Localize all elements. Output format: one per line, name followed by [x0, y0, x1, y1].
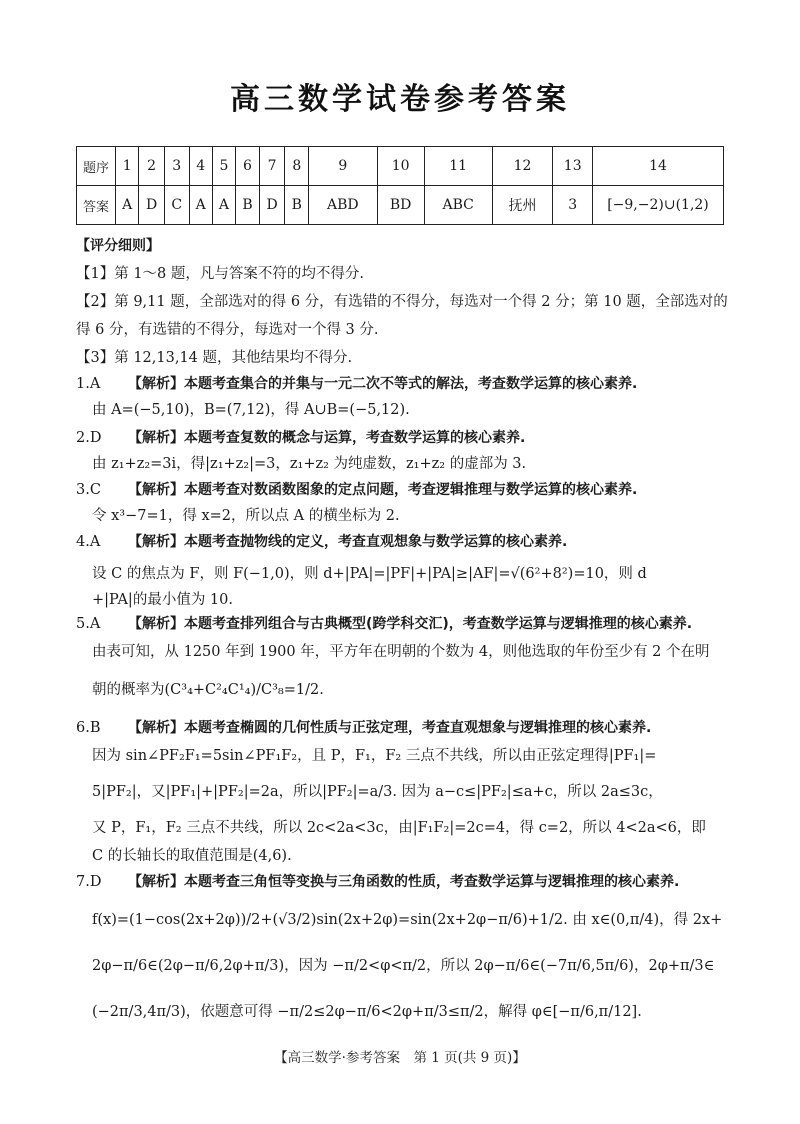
solution-1-head — [76, 374, 724, 394]
solution-line: 由 z₁+z₂=3i，得|z₁+z₂|=3，z₁+z₂ 为纯虚数，z₁+z₂ 的虚部为 3. — [92, 456, 527, 472]
solution-label: 2.D — [76, 430, 102, 446]
solution-line: 令 x³−7=1，得 x=2，所以点 A 的横坐标为 2. — [92, 508, 400, 524]
rules-heading — [76, 236, 724, 256]
question-number: 6 — [236, 147, 260, 186]
question-number: 11 — [424, 147, 492, 186]
solution-label: 4.A — [76, 534, 101, 550]
solution-analysis: 【解析】本题考查椭圆的几何性质与正弦定理，考查直观想象与逻辑推理的核心素养. — [128, 720, 652, 736]
answer-cell: ABD — [309, 186, 377, 225]
rules-heading-text: 【评分细则】 — [76, 238, 160, 254]
solution-line: 由 A=(−5,10)，B=(7,12)，得 A∪B=(−5,12). — [92, 402, 410, 418]
answer-cell: 抚州 — [492, 186, 553, 225]
question-number: 2 — [139, 147, 165, 186]
answer-cell: B — [285, 186, 309, 225]
answer-cell: 3 — [553, 186, 593, 225]
solution-2-head — [76, 428, 724, 448]
question-number: 9 — [309, 147, 377, 186]
solution-analysis: 【解析】本题考查对数函数图象的定点问题，考查逻辑推理与数学运算的核心素养. — [128, 482, 638, 498]
solution-line: 朝的概率为(C³₄+C²₄C¹₄)/C³₈=1/2. — [92, 682, 324, 698]
answer-cell: A — [189, 186, 212, 225]
question-number: 4 — [189, 147, 212, 186]
question-number: 1 — [116, 147, 139, 186]
solution-line: C 的长轴长的取值范围是(4,6). — [92, 848, 292, 864]
answer-cell: D — [139, 186, 165, 225]
solution-line: 2φ−π/6∈(2φ−π/6,2φ+π/3)，因为 −π/2<φ<π/2，所以 2φ−π/6∈(−7π/6,5π/6)，2φ+π/3∈ — [92, 958, 715, 974]
question-number: 14 — [593, 147, 724, 186]
rule-1: 【1】第 1～8 题，凡与答案不符的均不得分. — [76, 266, 365, 282]
solution-line: 由表可知，从 1250 年到 1900 年，平方年在明朝的个数为 4，则他选取的年份至少有 2 个在明 — [92, 644, 710, 660]
solution-3-head — [76, 480, 724, 500]
question-number: 5 — [212, 147, 235, 186]
solution-line: 5|PF₂|，又|PF₁|+|PF₂|=2a，所以|PF₂|=a/3. 因为 a−c≤|PF₂|≤a+c，所以 2a≤3c， — [92, 784, 663, 800]
answer-cell: D — [259, 186, 285, 225]
solution-label: 1.A — [76, 376, 101, 392]
rule-2a: 【2】第 9,11 题，全部选对的得 6 分，有选错的不得分，每选对一个得 2 分；第 10 题，全部选对的 — [76, 294, 728, 310]
answer-cell: [−9,−2)∪(1,2) — [593, 186, 724, 225]
table-row-numbers — [77, 147, 724, 186]
solution-analysis: 【解析】本题考查集合的并集与一元二次不等式的解法，考查数学运算的核心素养. — [128, 376, 638, 392]
solution-label: 3.C — [76, 482, 101, 498]
answer-cell: A — [212, 186, 235, 225]
solution-analysis: 【解析】本题考查复数的概念与运算，考查数学运算的核心素养. — [128, 430, 526, 446]
question-number: 10 — [377, 147, 424, 186]
solution-7-head — [76, 872, 724, 892]
solution-4-head — [76, 532, 724, 552]
solution-analysis: 【解析】本题考查排列组合与古典概型(跨学科交汇)，考查数学运算与逻辑推理的核心素养. — [128, 616, 693, 632]
question-number: 3 — [164, 147, 189, 186]
solution-analysis: 【解析】本题考查三角恒等变换与三角函数的性质，考查数学运算与逻辑推理的核心素养. — [128, 874, 680, 890]
question-number: 7 — [259, 147, 285, 186]
table-header-cell: 答案 — [77, 186, 116, 225]
page-footer: 【高三数学·参考答案 第 1 页(共 9 页)】 — [274, 1050, 526, 1066]
answer-table — [76, 146, 724, 225]
solution-line: 设 C 的焦点为 F，则 F(−1,0)，则 d+|PA|=|PF|+|PA|≥|AF|=√(6²+8²)=10，则 d — [92, 566, 647, 582]
table-row-answers — [77, 186, 724, 225]
question-number: 12 — [492, 147, 553, 186]
answer-cell: B — [236, 186, 260, 225]
solution-label: 5.A — [76, 616, 101, 632]
rule-2b: 得 6 分，有选错的不得分，每选对一个得 3 分. — [76, 322, 379, 338]
solution-6-head — [76, 718, 724, 738]
question-number: 13 — [553, 147, 593, 186]
solution-line: 又 P，F₁，F₂ 三点不共线，所以 2c<2a<3c，由|F₁F₂|=2c=4，得 c=2，所以 4<2a<6，即 — [92, 820, 706, 836]
solution-line: (−2π/3,4π/3)，依题意可得 −π/2≤2φ−π/6<2φ+π/3≤π/2，解得 φ∈[−π/6,π/12]. — [92, 1004, 642, 1020]
answer-cell: BD — [377, 186, 424, 225]
solution-label: 6.B — [76, 720, 101, 736]
solution-analysis: 【解析】本题考查抛物线的定义，考查直观想象与数学运算的核心素养. — [128, 534, 568, 550]
answer-cell: A — [116, 186, 139, 225]
solution-line: f(x)=(1−cos(2x+2φ))/2+(√3/2)sin(2x+2φ)=sin(2x+2φ−π/6)+1/2. 由 x∈(0,π/4)，得 2x+ — [92, 912, 723, 928]
solution-line: 因为 sin∠PF₂F₁=5sin∠PF₁F₂，且 P，F₁，F₂ 三点不共线，所以由正弦定理得|PF₁|= — [92, 748, 657, 764]
answer-cell: ABC — [424, 186, 492, 225]
solution-line: +|PA|的最小值为 10. — [92, 592, 233, 608]
rule-3: 【3】第 12,13,14 题，其他结果均不得分. — [76, 350, 353, 366]
solution-label: 7.D — [76, 874, 102, 890]
table-header-cell: 题序 — [77, 147, 116, 186]
answer-cell: C — [164, 186, 189, 225]
question-number: 8 — [285, 147, 309, 186]
solution-5-head — [76, 614, 724, 634]
page-title: 高三数学试卷参考答案 — [230, 82, 570, 117]
